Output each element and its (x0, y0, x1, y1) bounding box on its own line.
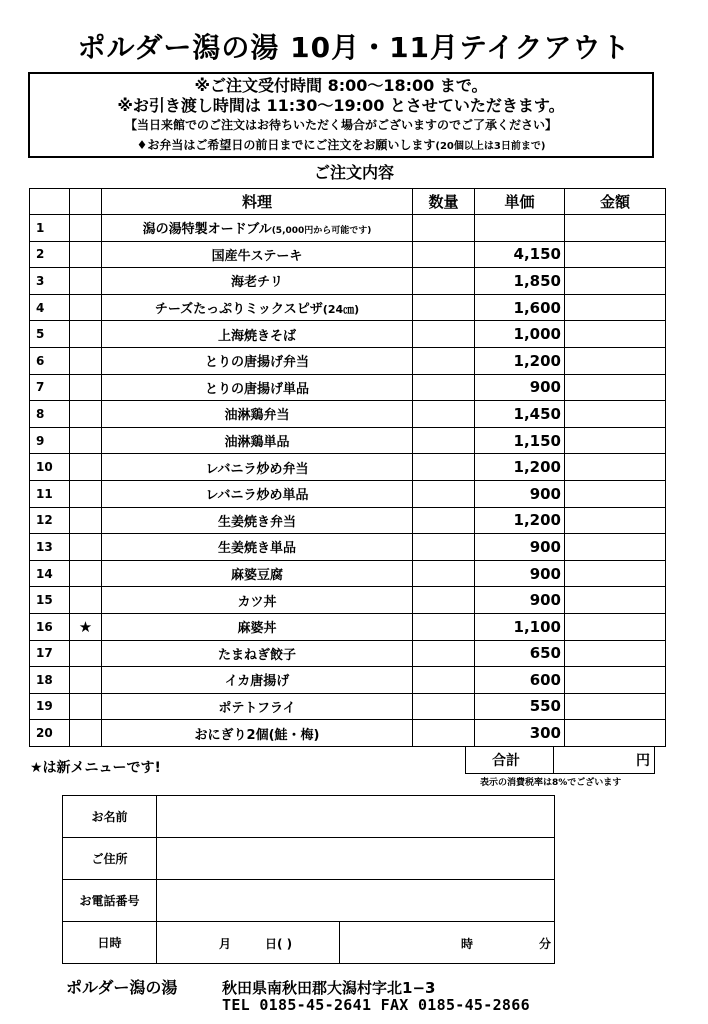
menu-table (29, 188, 666, 747)
new-menu-star-icon (70, 241, 102, 268)
new-menu-star-icon (70, 294, 102, 321)
menu-row (30, 534, 666, 561)
quantity-cell[interactable] (413, 427, 475, 454)
row-number: 14 (30, 560, 70, 587)
order-heading: ご注文内容 (313, 163, 394, 182)
row-number: 1 (30, 215, 70, 242)
datetime-field[interactable] (157, 922, 555, 964)
amount-cell[interactable] (565, 374, 666, 401)
unit-price: 550 (475, 693, 565, 720)
dish-name: レバニラ炒め単品 (205, 488, 309, 504)
dish-name-cell (102, 667, 413, 694)
amount-cell[interactable] (565, 480, 666, 507)
unit-price: 650 (475, 640, 565, 667)
menu-row (30, 294, 666, 321)
total-box (465, 746, 655, 774)
unit-price: 600 (475, 667, 565, 694)
dish-name: イカ唐揚げ (224, 674, 290, 690)
amount-cell[interactable] (565, 667, 666, 694)
amount-cell[interactable] (565, 321, 666, 348)
dish-name-cell (102, 507, 413, 534)
dish-name: 麻婆丼 (237, 621, 277, 637)
address-label: ご住所 (63, 838, 157, 880)
new-menu-note: ★は新メニューです! (30, 760, 161, 776)
new-menu-star-icon (70, 374, 102, 401)
dish-name-cell (102, 241, 413, 268)
name-field[interactable] (157, 796, 555, 838)
dish-name: 油淋鶏弁当 (224, 408, 290, 424)
new-menu-star-icon (70, 693, 102, 720)
dish-name-cell (102, 321, 413, 348)
menu-row (30, 427, 666, 454)
unit-price: 4,150 (475, 241, 565, 268)
dish-name-cell (102, 427, 413, 454)
new-menu-star-icon (70, 507, 102, 534)
menu-row (30, 321, 666, 348)
page-title: ポルダー潟の湯 10月・11月テイクアウト (77, 31, 631, 64)
quantity-cell[interactable] (413, 507, 475, 534)
row-number: 3 (30, 268, 70, 295)
dish-name: 生姜焼き単品 (217, 541, 296, 557)
quantity-cell[interactable] (413, 534, 475, 561)
tax-note: 表示の消費税率は8%でございます (480, 778, 622, 788)
phone-field[interactable] (157, 880, 555, 922)
row-number: 16 (30, 613, 70, 640)
address-field[interactable] (157, 838, 555, 880)
hour-label: 時 (461, 937, 474, 951)
row-number: 7 (30, 374, 70, 401)
amount-cell[interactable] (565, 613, 666, 640)
unit-price: 300 (475, 720, 565, 747)
minute-label: 分 (539, 937, 552, 951)
unit-price: 1,600 (475, 294, 565, 321)
notice-bento-small: (20個以上は3日前まで) (435, 141, 546, 152)
customer-row-address (63, 838, 555, 880)
row-number: 20 (30, 720, 70, 747)
amount-cell[interactable] (565, 534, 666, 561)
row-number: 19 (30, 693, 70, 720)
footer-contact: TEL 0185-45-2641 FAX 0185-45-2866 (222, 996, 530, 1014)
dish-name: ポテトフライ (218, 700, 296, 716)
header-qty: 数量 (413, 189, 475, 215)
dish-name-cell (102, 347, 413, 374)
total-label: 合計 (492, 753, 520, 769)
new-menu-star-icon (70, 215, 102, 242)
amount-cell[interactable] (565, 454, 666, 481)
new-menu-star-icon: ★ (70, 613, 102, 640)
amount-cell[interactable] (565, 720, 666, 747)
quantity-cell[interactable] (413, 294, 475, 321)
month-label: 月 (219, 937, 232, 951)
amount-cell[interactable] (565, 587, 666, 614)
quantity-cell[interactable] (413, 374, 475, 401)
dish-name-cell (102, 268, 413, 295)
row-number: 5 (30, 321, 70, 348)
unit-price: 1,200 (475, 347, 565, 374)
customer-row-phone (63, 880, 555, 922)
order-notice-box (28, 72, 654, 158)
unit-price: 900 (475, 587, 565, 614)
amount-cell[interactable] (565, 241, 666, 268)
total-divider (553, 746, 554, 773)
new-menu-star-icon (70, 321, 102, 348)
menu-row (30, 640, 666, 667)
unit-price: 1,450 (475, 401, 565, 428)
menu-row (30, 720, 666, 747)
new-menu-star-icon (70, 401, 102, 428)
quantity-cell[interactable] (413, 640, 475, 667)
customer-row-datetime (63, 922, 555, 964)
dish-name: たまねぎ餃子 (217, 647, 296, 663)
datetime-divider (339, 922, 340, 963)
amount-cell[interactable] (565, 347, 666, 374)
customer-form (62, 795, 555, 964)
row-number: 13 (30, 534, 70, 561)
quantity-cell[interactable] (413, 480, 475, 507)
dish-name: 上海焼きそば (217, 328, 296, 344)
new-menu-star-icon (70, 560, 102, 587)
total-unit: 円 (636, 753, 650, 769)
header-price: 単価 (475, 189, 565, 215)
dish-name: おにぎり2個(鮭・梅) (194, 727, 320, 743)
row-number: 4 (30, 294, 70, 321)
dish-name: 生姜焼き弁当 (217, 514, 296, 530)
quantity-cell[interactable] (413, 347, 475, 374)
dish-name-cell (102, 720, 413, 747)
footer-address: 秋田県南秋田郡大潟村字北1−3 (222, 979, 436, 997)
quantity-cell[interactable] (413, 693, 475, 720)
menu-row (30, 560, 666, 587)
menu-row (30, 613, 666, 640)
unit-price: 1,200 (475, 454, 565, 481)
menu-header-row (30, 189, 666, 215)
day-label: 日( ) (265, 937, 293, 951)
quantity-cell[interactable] (413, 401, 475, 428)
notice-bento-main: ♦お弁当はご希望日の前日までにご注文をお願いします (136, 138, 436, 152)
new-menu-star-icon (70, 268, 102, 295)
dish-name-cell (102, 534, 413, 561)
row-number: 2 (30, 241, 70, 268)
notice-order-hours: ※ご注文受付時間 8:00〜18:00 まで。 (194, 76, 488, 95)
dish-name-cell (102, 480, 413, 507)
menu-body (30, 215, 666, 747)
dish-name: カツ丼 (237, 594, 277, 610)
header-no (30, 189, 70, 215)
amount-cell[interactable] (565, 268, 666, 295)
new-menu-star-icon (70, 640, 102, 667)
name-label: お名前 (63, 796, 157, 838)
new-menu-star-icon (70, 454, 102, 481)
dish-name-cell (102, 401, 413, 428)
new-menu-star-icon (70, 534, 102, 561)
unit-price: 1,100 (475, 613, 565, 640)
unit-price: 1,150 (475, 427, 565, 454)
amount-cell[interactable] (565, 401, 666, 428)
header-name: 料理 (102, 189, 413, 215)
dish-name: 潟の湯特製オードブル (142, 222, 272, 238)
dish-name: 油淋鶏単品 (224, 435, 290, 451)
header-amount: 金額 (565, 189, 666, 215)
row-number: 6 (30, 347, 70, 374)
unit-price: 1,200 (475, 507, 565, 534)
quantity-cell[interactable] (413, 321, 475, 348)
unit-price: 900 (475, 480, 565, 507)
quantity-cell[interactable] (413, 454, 475, 481)
quantity-cell[interactable] (413, 720, 475, 747)
amount-cell[interactable] (565, 427, 666, 454)
row-number: 9 (30, 427, 70, 454)
unit-price: 1,000 (475, 321, 565, 348)
menu-row (30, 454, 666, 481)
datetime-label: 日時 (63, 922, 157, 964)
menu-row (30, 507, 666, 534)
dish-name-cell (102, 454, 413, 481)
row-number: 12 (30, 507, 70, 534)
menu-row (30, 401, 666, 428)
row-number: 8 (30, 401, 70, 428)
unit-price: 900 (475, 534, 565, 561)
menu-row (30, 693, 666, 720)
dish-name: 麻婆豆腐 (230, 568, 283, 584)
amount-cell[interactable] (565, 507, 666, 534)
new-menu-star-icon (70, 480, 102, 507)
dish-name: レバニラ炒め弁当 (205, 461, 309, 477)
quantity-cell[interactable] (413, 613, 475, 640)
quantity-cell[interactable] (413, 667, 475, 694)
menu-row (30, 215, 666, 242)
unit-price: 1,850 (475, 268, 565, 295)
row-number: 11 (30, 480, 70, 507)
dish-name-cell (102, 374, 413, 401)
menu-row (30, 374, 666, 401)
quantity-cell[interactable] (413, 241, 475, 268)
dish-name: チーズたっぷりミックスピザ (154, 302, 323, 318)
row-number: 10 (30, 454, 70, 481)
quantity-cell[interactable] (413, 560, 475, 587)
customer-row-name (63, 796, 555, 838)
amount-cell[interactable] (565, 693, 666, 720)
dish-name: とりの唐揚げ弁当 (204, 355, 309, 371)
dish-name-cell (102, 693, 413, 720)
dish-note: (24㎝) (322, 303, 360, 317)
dish-name-cell (102, 560, 413, 587)
dish-name-cell (102, 640, 413, 667)
dish-name: とりの唐揚げ単品 (204, 381, 309, 397)
unit-price: 900 (475, 560, 565, 587)
dish-name: 国産牛ステーキ (211, 248, 303, 264)
header-mark (70, 189, 102, 215)
notice-same-day: 【当日来館でのご注文はお待ちいただく場合がございますのでご了承ください】 (124, 118, 557, 132)
new-menu-star-icon (70, 347, 102, 374)
row-number: 17 (30, 640, 70, 667)
phone-label: お電話番号 (63, 880, 157, 922)
menu-row (30, 667, 666, 694)
quantity-cell[interactable] (413, 268, 475, 295)
dish-name-cell (102, 215, 413, 242)
quantity-cell[interactable] (413, 215, 475, 242)
new-menu-star-icon (70, 720, 102, 747)
menu-row (30, 587, 666, 614)
dish-name-cell (102, 294, 413, 321)
row-number: 15 (30, 587, 70, 614)
quantity-cell[interactable] (413, 587, 475, 614)
notice-pickup-hours: ※お引き渡し時間は 11:30〜19:00 とさせていただきます。 (117, 96, 565, 115)
dish-name-cell (102, 613, 413, 640)
new-menu-star-icon (70, 667, 102, 694)
menu-row (30, 480, 666, 507)
row-number: 18 (30, 667, 70, 694)
dish-note: (5,000円から可能です) (271, 226, 372, 237)
amount-cell[interactable] (565, 560, 666, 587)
new-menu-star-icon (70, 587, 102, 614)
new-menu-star-icon (70, 427, 102, 454)
amount-cell[interactable] (565, 640, 666, 667)
unit-price: 900 (475, 374, 565, 401)
amount-cell[interactable] (565, 215, 666, 242)
footer-store-name: ポルダー潟の湯 (66, 978, 178, 997)
menu-row (30, 268, 666, 295)
dish-name-cell (102, 587, 413, 614)
menu-row (30, 241, 666, 268)
notice-bento (30, 135, 652, 157)
amount-cell[interactable] (565, 294, 666, 321)
dish-name: 海老チリ (230, 275, 283, 291)
unit-price (475, 215, 565, 242)
menu-row (30, 347, 666, 374)
